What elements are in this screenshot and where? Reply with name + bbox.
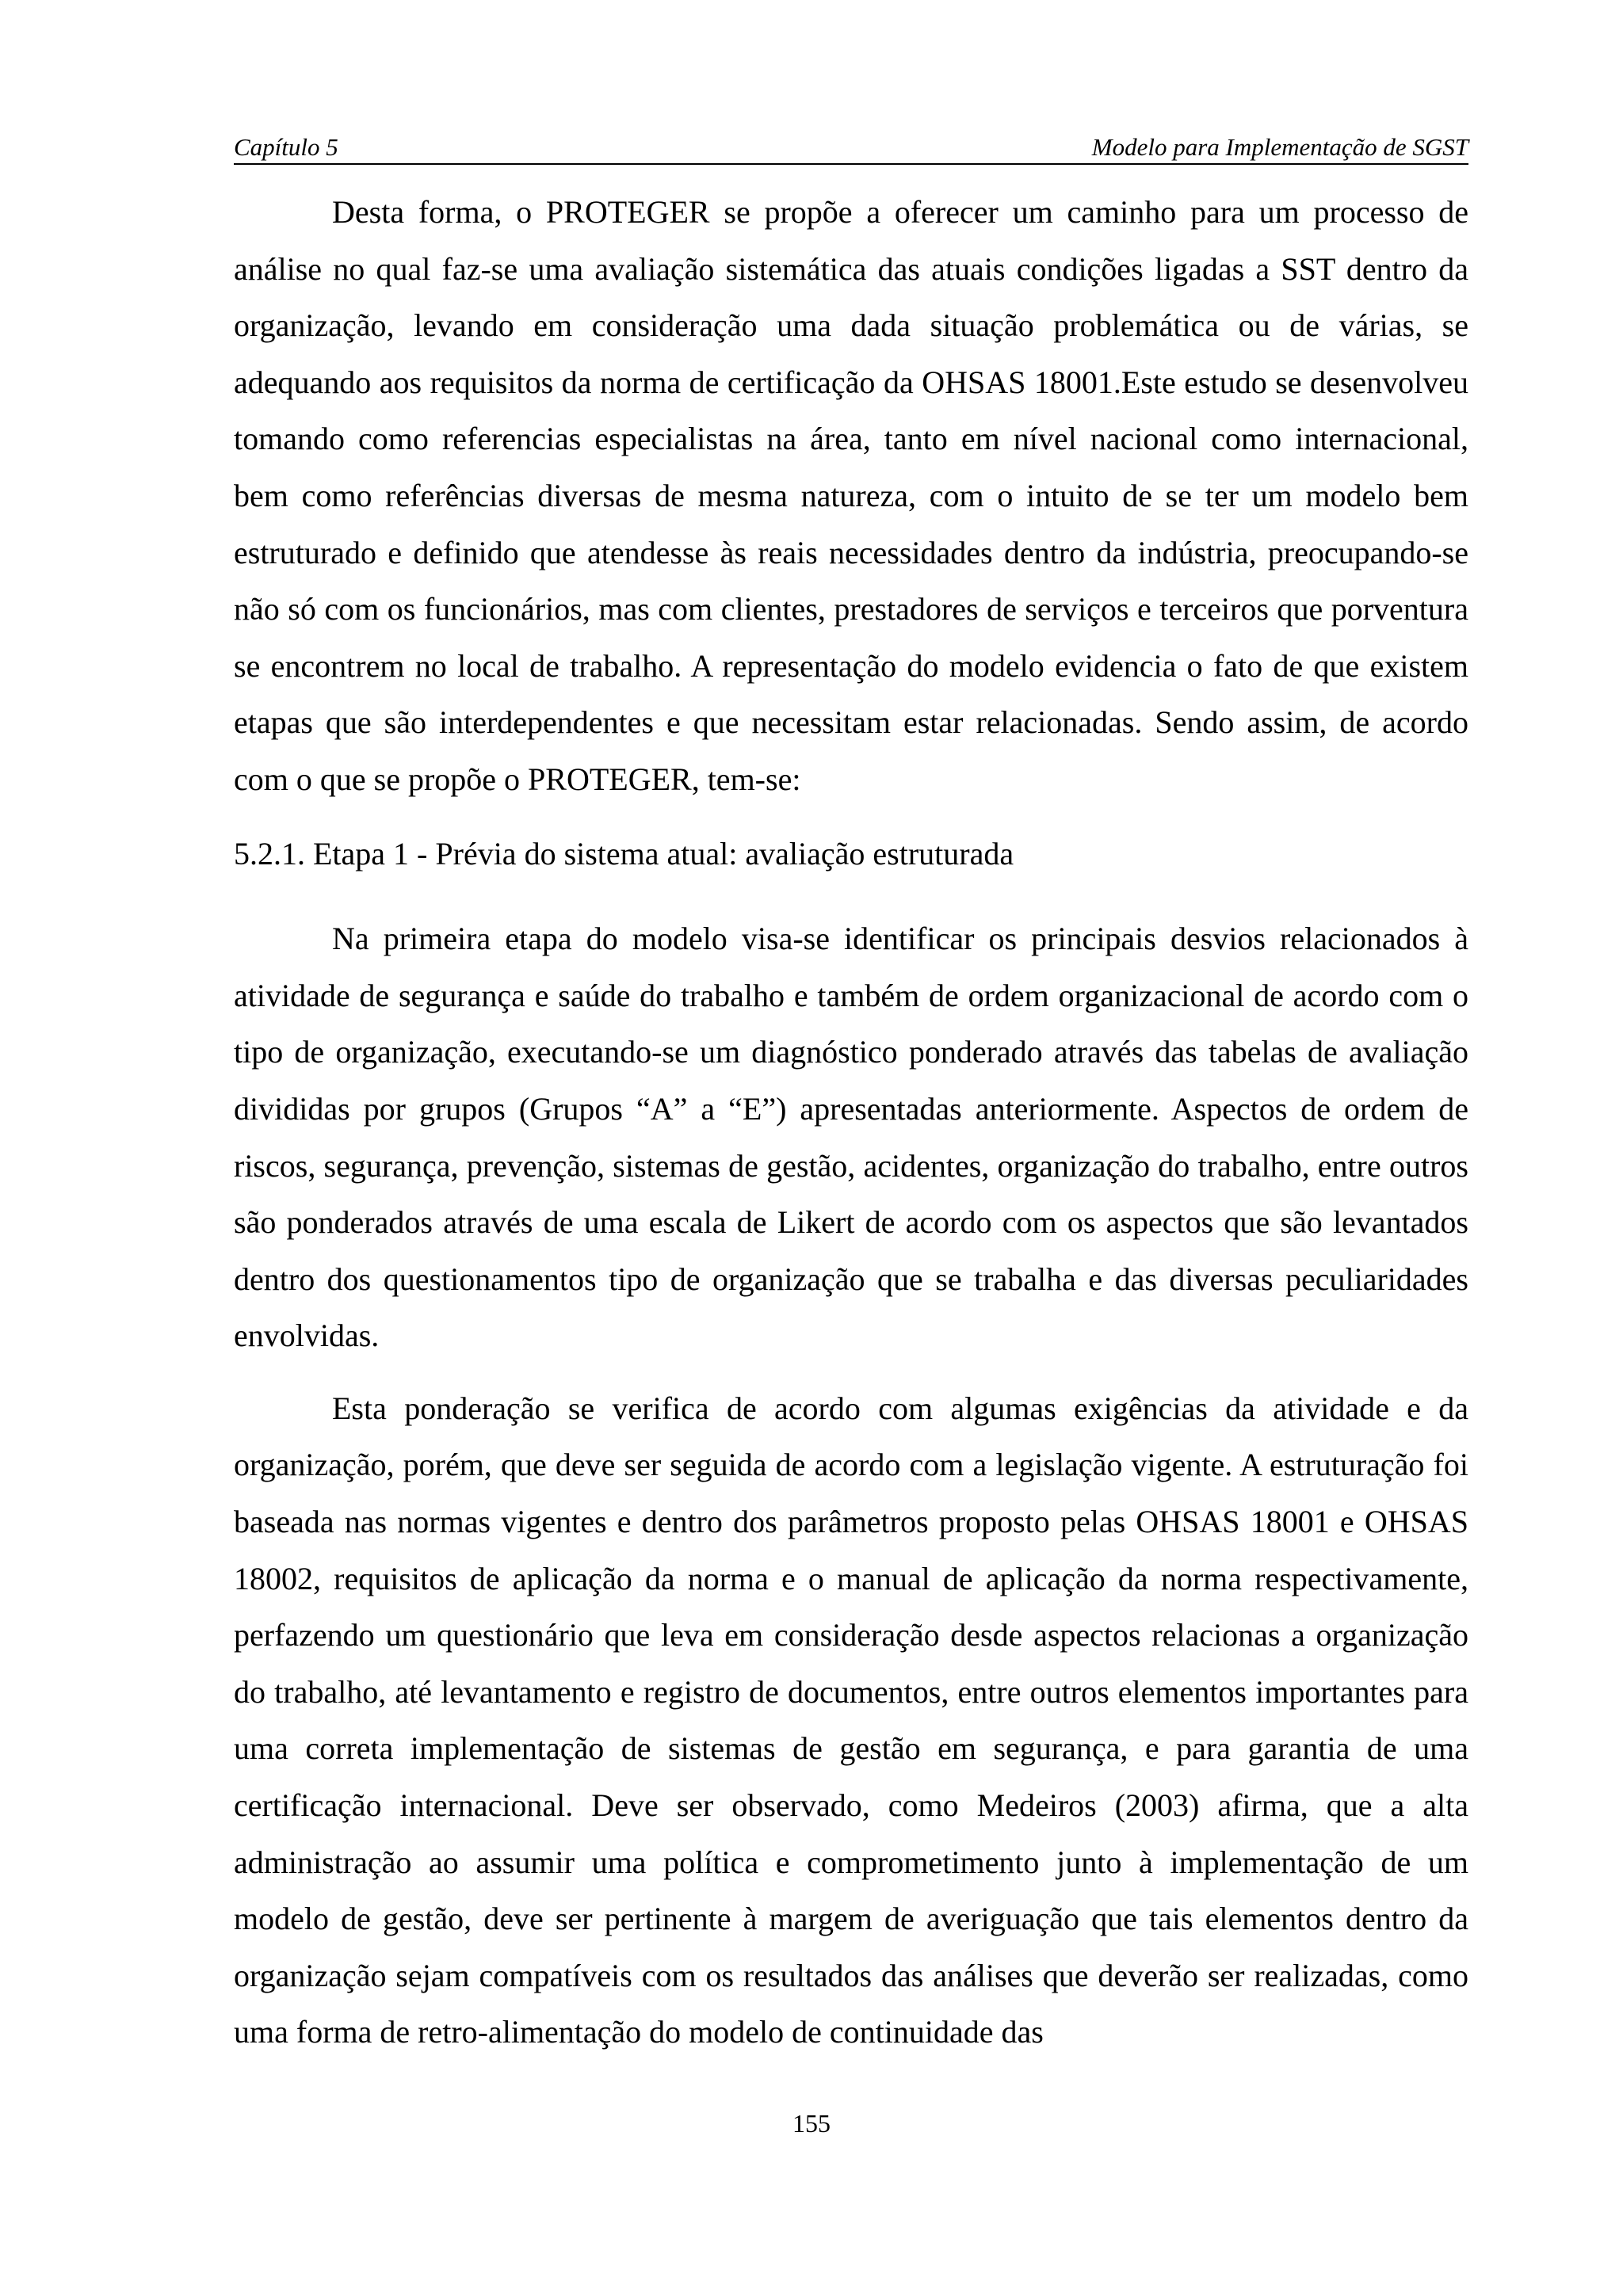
section-heading: 5.2.1. Etapa 1 - Prévia do sistema atual: avaliação estruturada bbox=[234, 835, 1014, 871]
paragraph-stage-one: Na primeira etapa do modelo visa-se identificar os principais desvios relacionados à atividade de segurança e saúde do trabalho e também de ordem organizacional de acordo com o tipo de organização, executando-se um diagnóstico ponderado através das tabelas de avaliação divididas por grupos (Grupos “A” a “E”) apresentadas anteriormente. Aspectos de ordem de riscos, segurança, prevenção, sistemas de gestão, acidentes, organização do trabalho, entre outros são ponderados através de uma escala de Likert de acordo com os aspectos que são levantados dentro dos questionamentos tipo de organização que se trabalha e das diversas peculiaridades envolvidas. bbox=[234, 921, 1468, 1354]
body-text bbox=[234, 184, 1468, 2061]
paragraph-weighting: Esta ponderação se verifica de acordo com algumas exigências da atividade e da organização, porém, que deve ser seguida de acordo com a legislação vigente. A estruturação foi baseada nas normas vigentes e dentro dos parâmetros proposto pelas OHSAS 18001 e OHSAS 18002, requisitos de aplicação da norma e o manual de aplicação da norma respectivamente, perfazendo um questionário que leva em consideração desde aspectos relacionas a organização do trabalho, até levantamento e registro de documentos, entre outros elementos importantes para uma correta implementação de sistemas de gestão em segurança, e para garantia de uma certificação internacional. Deve ser observado, como Medeiros (2003) afirma, que a alta administração ao assumir uma política e comprometimento junto à implementação de um modelo de gestão, deve ser pertinente à margem de averiguação que tais elementos dentro da organização sejam compatíveis com os resultados das análises que deverão ser realizadas, como uma forma de retro-alimentação do modelo de continuidade das bbox=[234, 1390, 1468, 2050]
section-title: Modelo para Implementação de SGST bbox=[1091, 133, 1468, 161]
running-header bbox=[234, 132, 1468, 165]
page-number: 155 bbox=[792, 2109, 831, 2138]
paragraph-intro: Desta forma, o PROTEGER se propõe a oferecer um caminho para um processo de análise no qual faz-se uma avaliação sistemática das atuais condições ligadas a SST dentro da organização, levando em consideração uma dada situação problemática ou de várias, se adequando aos requisitos da norma de certificação da OHSAS 18001.Este estudo se desenvolveu tomando como referencias especialistas na área, tanto em nível nacional como internacional, bem como referências diversas de mesma natureza, com o intuito de se ter um modelo bem estruturado e definido que atendesse às reais necessidades dentro da indústria, preocupando-se não só com os funcionários, mas com clientes, prestadores de serviços e terceiros que porventura se encontrem no local de trabalho. A representação do modelo evidencia o fato de que existem etapas que são interdependentes e que necessitam estar relacionadas. Sendo assim, de acordo com o que se propõe o PROTEGER, tem-se: bbox=[234, 194, 1468, 797]
chapter-label: Capítulo 5 bbox=[234, 133, 338, 161]
